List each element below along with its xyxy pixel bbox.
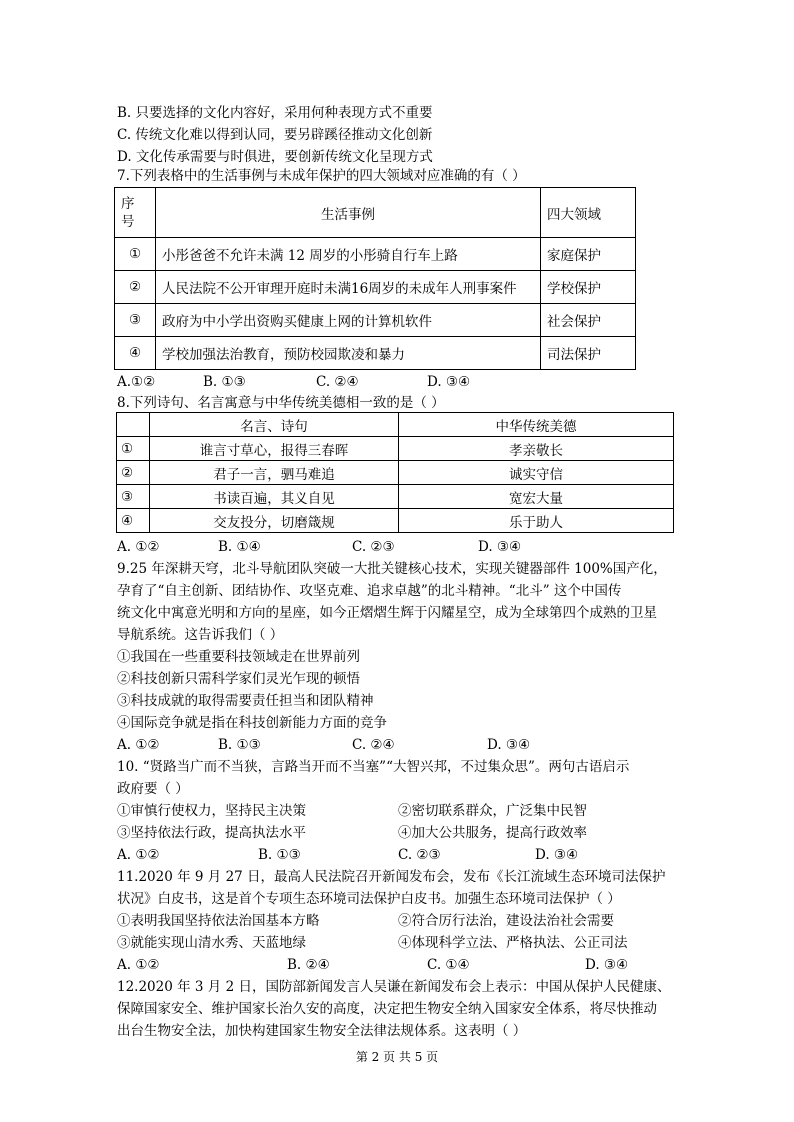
q10-option-d: D. ③④ (535, 847, 579, 863)
table-row (117, 509, 674, 533)
table-row (117, 485, 674, 509)
q8-stem: 8.下列诗句、名言寓意与中华传统美德相一致的是（ ） (117, 395, 445, 411)
q6-option-c: C. 传统文化难以得到认同，要另辟蹊径推动文化创新 (117, 127, 433, 143)
q9-item: ①我国在一些重要科技领域走在世界前列 (117, 649, 360, 665)
q10-option-b: B. ①③ (258, 847, 301, 863)
q10-item: ②密切联系群众，广泛集中民智 (398, 803, 587, 819)
q11-item: ③就能实现山清水秀、天蓝地绿 (117, 935, 306, 951)
q11-option-a: A. ①② (117, 957, 160, 973)
table-row (115, 304, 636, 337)
q9-item: ②科技创新只需科学家们灵光乍现的顿悟 (117, 671, 360, 687)
q9-item: ③科技成就的取得需要责任担当和团队精神 (117, 693, 374, 709)
header-num (115, 188, 156, 238)
q8-option-d: D. ③④ (478, 539, 522, 555)
row-example: 人民法院不公开审理开庭时未满16周岁的未成年人刑事案件 (156, 271, 541, 304)
row-right: 宽宏大量 (399, 485, 674, 509)
q7-option-c: C. ②④ (316, 374, 359, 390)
row-domain: 司法保护 (541, 337, 636, 370)
row-domain: 学校保护 (541, 271, 636, 304)
q12-line: 出台生物安全法，加快构建国家生物安全法律法规体系。这表明（ ） (117, 1023, 527, 1039)
q11-item: ④体现科学立法、严格执法、公正司法 (398, 935, 628, 951)
row-domain: 社会保护 (541, 304, 636, 337)
row-right: 乐于助人 (399, 509, 674, 533)
row-left: 谁言寸草心，报得三春晖 (150, 437, 399, 461)
header-domain: 四大领域 (541, 188, 636, 238)
q11-line: 11.2020 年 9 月 27 日，最高人民法院召开新闻发布会，发布《长江流域生态环境司法保护 (117, 869, 666, 885)
row-num: ① (115, 238, 156, 271)
row-domain: 家庭保护 (541, 238, 636, 271)
q6-option-b: B. 只要选择的文化内容好，采用何种表现方式不重要 (117, 105, 433, 121)
q11-option-c: C. ①④ (427, 957, 470, 973)
row-num: ③ (117, 485, 150, 509)
row-left: 君子一言，驷马难追 (150, 461, 399, 485)
row-example: 学校加强法治教育，预防校园欺凌和暴力 (156, 337, 541, 370)
q11-line: 状况》白皮书，这是首个专项生态环境司法保护白皮书。加强生态环境司法保护（ ） (117, 891, 621, 907)
row-num: ④ (115, 337, 156, 370)
row-right: 孝亲敬长 (399, 437, 674, 461)
q9-option-a: A. ①② (117, 737, 160, 753)
q9-option-b: B. ①③ (218, 737, 261, 753)
q8-option-c: C. ②③ (352, 539, 395, 555)
table-header-row (117, 413, 674, 437)
q9-option-c: C. ②④ (352, 737, 395, 753)
q10-line: 政府要（ ） (117, 781, 189, 797)
row-num: ② (115, 271, 156, 304)
q10-line: 10. “贤路当广而不当狭，言路当开而不当塞”“大智兴邦，不过集众思”。两句古语启示 (117, 759, 630, 775)
q9-line: 统文化中寓意光明和方向的星座，如今正熠熠生辉于闪耀星空，成为全球第四个成熟的卫星 (117, 605, 657, 621)
q8-option-b: B. ①④ (218, 539, 261, 555)
header-example: 生活事例 (156, 188, 541, 238)
q7-option-d: D. ③④ (427, 374, 471, 390)
q8-option-a: A. ①② (117, 539, 160, 555)
table-row (115, 337, 636, 370)
q9-option-d: D. ③④ (487, 737, 531, 753)
q7-option-a: A.①② (117, 374, 156, 390)
q9-line: 导航系统。这告诉我们（ ） (117, 627, 284, 643)
q9-line: 9.25 年深耕天穹，北斗导航团队突破一大批关键核心技术，实现关键器部件 100%国产化， (117, 561, 667, 577)
table-header-row (115, 188, 636, 238)
q10-item: ③坚持依法行政，提高执法水平 (117, 825, 306, 841)
q11-item: ①表明我国坚持依法治国基本方略 (117, 913, 320, 929)
table-row (117, 461, 674, 485)
q11-option-d: D. ③④ (585, 957, 629, 973)
row-example: 政府为中小学出资购买健康上网的计算机软件 (156, 304, 541, 337)
q12-line: 保障国家安全、维护国家长治久安的高度，决定把生物安全纳入国家安全体系，将尽快推动 (117, 1001, 657, 1017)
header-num-1: 序 (121, 195, 135, 212)
row-num: ② (117, 461, 150, 485)
header-num-2: 号 (121, 213, 135, 230)
q8-table (116, 412, 674, 533)
header-left: 名言、诗句 (150, 413, 399, 437)
q10-item: ①审慎行使权力，坚持民主决策 (117, 803, 306, 819)
q12-line: 12.2020 年 3 月 2 日，国防部新闻发言人吴谦在新闻发布会上表示：中国从保护人民健康、 (117, 979, 671, 995)
header-num (117, 413, 150, 437)
row-right: 诚实守信 (399, 461, 674, 485)
q10-option-c: C. ②③ (398, 847, 441, 863)
row-left: 交友投分，切磨箴规 (150, 509, 399, 533)
table-row (117, 437, 674, 461)
row-num: ④ (117, 509, 150, 533)
row-num: ③ (115, 304, 156, 337)
q11-option-b: B. ②④ (287, 957, 330, 973)
page-footer: 第 2 页 共 5 页 (355, 1050, 439, 1064)
table-row (115, 238, 636, 271)
q7-stem: 7.下列表格中的生活事例与未成年保护的四大领域对应准确的有（ ） (117, 168, 526, 184)
q7-option-b: B. ①③ (203, 374, 246, 390)
q9-item: ④国际竞争就是指在科技创新能力方面的竞争 (117, 715, 387, 731)
q9-line: 孕育了“自主创新、团结协作、攻坚克难、追求卓越”的北斗精神。“北斗” 这个中国传 (117, 583, 622, 599)
q10-item: ④加大公共服务，提高行政效率 (398, 825, 587, 841)
header-right: 中华传统美德 (399, 413, 674, 437)
row-example: 小彤爸爸不允许未满 12 周岁的小彤骑自行车上路 (156, 238, 541, 271)
q7-table (114, 187, 636, 370)
q11-item: ②符合厉行法治，建设法治社会需要 (398, 913, 614, 929)
q6-option-d: D. 文化传承需要与时俱进，要创新传统文化呈现方式 (117, 149, 433, 165)
q10-option-a: A. ①② (117, 847, 160, 863)
row-left: 书读百遍，其义自见 (150, 485, 399, 509)
row-num: ① (117, 437, 150, 461)
table-row (115, 271, 636, 304)
